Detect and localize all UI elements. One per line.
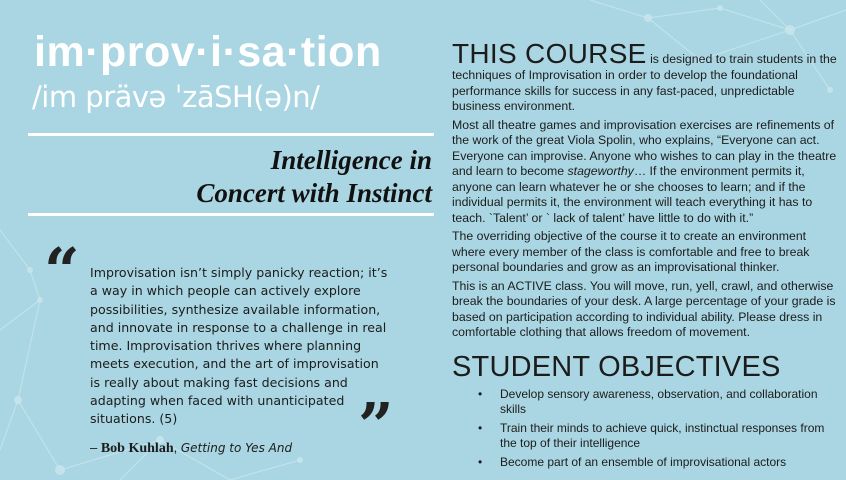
quote-source: Getting to Yes And [180,441,293,455]
tagline-line-1: Intelligence in [270,145,432,175]
course-intro-text: is designed to train students in the techniques of Improvisation in order to develop the foundational performance skills for success in any fast-paced, unpredictable business environment. [452,52,837,113]
course-paragraph-spolin [452,118,838,227]
tagline [196,144,432,210]
quote-attribution [90,440,292,457]
divider-bottom [28,213,434,216]
list-item: • Become part of an ensemble of improvisational actors [478,455,838,470]
pull-quote: Improvisation isn’t simply panicky reaction; it’s a way in which people can actively explore possibilities, synthesize available information, and innovate in response to a challenge in real time. Improvisation thrives where planning meets execution, and the art of improvisation is really about making fast decisions and adapting when faced with unanticipated situations. (5) [90,265,388,427]
spolin-text-italic: stageworthy [567,164,634,178]
spolin-text-end: … If the environment permits it, anyone can learn whatever he or she chooses to learn; and if the individual permits it, the environment will teach everything it has to teach. `Talent’ or ` lack of talent’ have little to do with it.” [452,164,813,225]
list-item: • Train their minds to achieve quick, instinctual responses from the top of their intelligence [478,421,838,451]
attribution-separator: , [173,440,181,455]
pronunciation: /im prävə ˈzāSH(ə)n/ [32,80,320,114]
quote-author: Bob Kuhlah [100,441,174,456]
divider-top [28,133,434,136]
objectives-heading: STUDENT OBJECTIVES [452,350,781,383]
close-quote-mark: ” [358,389,394,462]
course-paragraph-objective: The overriding objective of the course it to create an environment where every member of the class is comfortable and free to break personal boundaries and grow as an improvisational thinker. [452,229,810,274]
objectives-list [452,387,838,470]
open-quote-mark: “ [44,234,80,307]
left-column [28,0,438,480]
attribution-dash: – [90,440,101,455]
headword: im·prov·i·sa·tion [34,28,382,76]
tagline-line-2: Concert with Instinct [196,178,432,208]
list-item: • Develop sensory awareness, observation, and collaboration skills [478,387,838,417]
right-column [452,40,838,474]
course-paragraph-active: This is an ACTIVE class. You will move, run, yell, crawl, and otherwise break the boundaries of your desk. A large percentage of your grade is based on participation according to individual ability. Please dress in comfortable clothing that allows freedom of movement. [452,278,836,339]
course-intro [452,40,838,115]
course-heading: THIS COURSE [452,38,647,69]
spolin-text-start: Most all theatre games and improvisation exercises are refinements of the work of the great Viola Spolin, who explains, “Everyone can act. Everyone can improvise. Anyone who wishes to can play in the theatre and learn to become [452,117,837,178]
